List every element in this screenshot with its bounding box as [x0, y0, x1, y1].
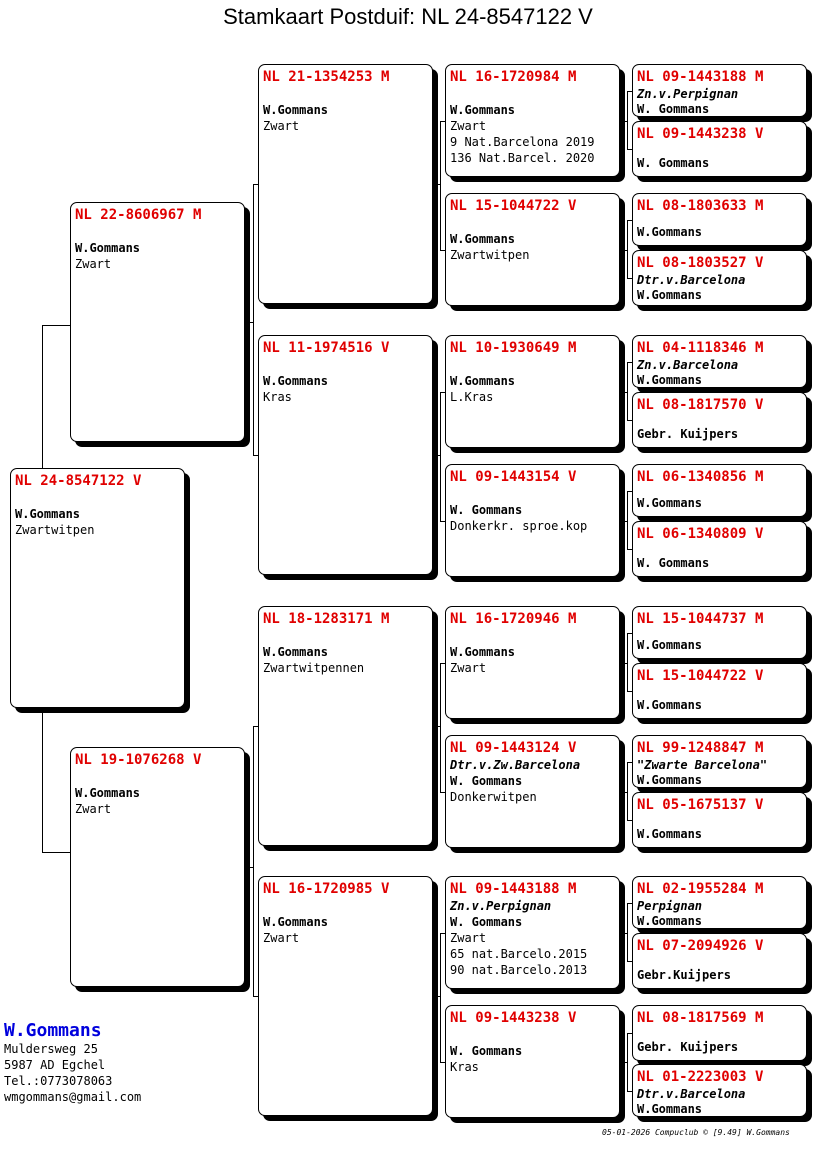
connector-line	[627, 549, 632, 550]
breeder-name: W. Gommans	[450, 1044, 523, 1058]
connector-line	[438, 996, 440, 997]
connector-line	[627, 491, 632, 492]
connector-line	[440, 1062, 445, 1063]
ring-number: NL 11-1974516 V	[263, 340, 390, 356]
breeder-name: W.Gommans	[263, 103, 329, 117]
breeder-name: W.Gommans	[15, 507, 81, 521]
connector-line	[42, 712, 43, 852]
pigeon-card-g1	[258, 64, 433, 304]
ring-number: NL 09-1443238 V	[450, 1010, 577, 1026]
connector-line	[440, 392, 445, 393]
pigeon-detail: Zwart	[263, 931, 300, 945]
pigeon-card-f15	[632, 1005, 807, 1061]
pigeon-card-f5	[632, 335, 807, 388]
ring-number: NL 09-1443188 M	[450, 881, 577, 897]
pigeon-card-gg6	[445, 735, 620, 848]
connector-line	[440, 663, 441, 793]
ring-number: NL 24-8547122 V	[15, 473, 142, 489]
connector-line	[625, 392, 627, 393]
breeder-name: W. Gommans	[450, 915, 523, 929]
pigeon-detail: Donkerwitpen	[450, 790, 537, 804]
pigeon-card-g2	[258, 335, 433, 575]
connector-line	[438, 455, 440, 456]
ring-number: NL 08-1803633 M	[637, 198, 764, 214]
ring-number: NL 04-1118346 M	[637, 340, 764, 356]
pigeon-detail: 9 Nat.Barcelona 2019	[450, 135, 595, 149]
owner-email: wmgommans@gmail.com	[4, 1090, 142, 1104]
breeder-name: Gebr. Kuijpers	[637, 427, 739, 441]
pigeon-detail: Kras	[450, 1060, 479, 1074]
connector-line	[627, 1033, 632, 1034]
ring-number: NL 15-1044722 V	[637, 668, 764, 684]
connector-line	[440, 121, 441, 251]
pigeon-detail: Zwart	[450, 931, 487, 945]
ring-number: NL 08-1817569 M	[637, 1010, 764, 1026]
connector-line	[625, 121, 627, 122]
connector-line	[627, 1091, 632, 1092]
breeder-name: W. Gommans	[637, 556, 710, 570]
pigeon-card-p0	[10, 468, 185, 708]
pigeon-detail: Zwart	[263, 119, 300, 133]
connector-line	[627, 420, 632, 421]
pigeon-card-f9	[632, 606, 807, 659]
connector-line	[440, 250, 445, 251]
pigeon-card-f6	[632, 392, 807, 448]
breeder-name: W. Gommans	[637, 156, 710, 170]
connector-line	[253, 726, 258, 727]
breeder-name: W. Gommans	[450, 503, 523, 517]
connector-line	[440, 392, 441, 522]
ring-number: NL 06-1340856 M	[637, 469, 764, 485]
ring-number: NL 05-1675137 V	[637, 797, 764, 813]
ring-number: NL 16-1720946 M	[450, 611, 577, 627]
pigeon-detail: Kras	[263, 390, 292, 404]
pigeon-detail: Zwartwitpen	[15, 523, 95, 537]
connector-line	[625, 1062, 627, 1063]
pigeon-card-gg1	[445, 64, 620, 177]
pigeon-detail: L.Kras	[450, 390, 494, 404]
pigeon-card-f3	[632, 193, 807, 246]
ring-number: NL 09-1443188 M	[637, 69, 764, 85]
pigeon-card-f12	[632, 792, 807, 848]
ring-number: NL 09-1443124 V	[450, 740, 577, 756]
pigeon-detail: Zwart	[450, 661, 487, 675]
ring-number: NL 22-8606967 M	[75, 207, 202, 223]
ring-number: NL 16-1720984 M	[450, 69, 577, 85]
pigeon-lineage: Zn.v.Barcelona	[637, 358, 739, 372]
connector-line	[627, 220, 628, 279]
breeder-name: W.Gommans	[637, 698, 703, 712]
ring-number: NL 06-1340809 V	[637, 526, 764, 542]
pigeon-card-f2	[632, 121, 807, 177]
connector-line	[253, 455, 258, 456]
breeder-name: W.Gommans	[450, 232, 516, 246]
breeder-name: W.Gommans	[263, 915, 329, 929]
connector-line	[253, 726, 254, 997]
pigeon-card-gg7	[445, 876, 620, 989]
pigeon-card-f1	[632, 64, 807, 117]
ring-number: NL 19-1076268 V	[75, 752, 202, 768]
breeder-name: W. Gommans	[637, 102, 710, 116]
breeder-name: W.Gommans	[450, 103, 516, 117]
ring-number: NL 16-1720985 V	[263, 881, 390, 897]
breeder-name: W.Gommans	[637, 773, 703, 787]
connector-line	[625, 521, 627, 522]
owner-city: 5987 AD Egchel	[4, 1058, 106, 1072]
pigeon-card-g3	[258, 606, 433, 846]
pigeon-lineage: Zn.v.Perpignan	[637, 87, 739, 101]
connector-line	[627, 633, 632, 634]
pigeon-detail: Zwartwitpen	[450, 248, 530, 262]
ring-number: NL 01-2223003 V	[637, 1069, 764, 1085]
connector-line	[627, 149, 632, 150]
pigeon-card-f4	[632, 250, 807, 306]
connector-line	[627, 820, 632, 821]
breeder-name: W.Gommans	[637, 827, 703, 841]
page-title: Stamkaart Postduif: NL 24-8547122 V	[223, 4, 593, 29]
breeder-name: W.Gommans	[450, 374, 516, 388]
connector-line	[625, 933, 627, 934]
ring-number: NL 15-1044722 V	[450, 198, 577, 214]
breeder-name: W.Gommans	[637, 225, 703, 239]
ring-number: NL 09-1443238 V	[637, 126, 764, 142]
connector-line	[625, 250, 627, 251]
connector-line	[627, 762, 632, 763]
connector-line	[440, 792, 445, 793]
breeder-name: W.Gommans	[263, 645, 329, 659]
owner-phone: Tel.:0773078063	[4, 1074, 113, 1088]
connector-line	[627, 220, 632, 221]
connector-line	[438, 726, 440, 727]
pigeon-card-f10	[632, 663, 807, 719]
connector-line	[627, 491, 628, 550]
footer-credit: 05-01-2026 Compuclub © [9.49] W.Gommans	[602, 1128, 790, 1137]
breeder-name: W.Gommans	[75, 786, 141, 800]
connector-line	[42, 852, 70, 853]
pigeon-lineage: "Zwarte Barcelona"	[637, 758, 768, 772]
connector-line	[627, 762, 628, 821]
ring-number: NL 99-1248847 M	[637, 740, 764, 756]
pigeon-card-f11	[632, 735, 807, 788]
breeder-name: W.Gommans	[637, 373, 703, 387]
connector-line	[627, 691, 632, 692]
pigeon-detail: 65 nat.Barcelo.2015	[450, 947, 588, 961]
connector-line	[627, 278, 632, 279]
connector-line	[440, 933, 445, 934]
connector-line	[42, 325, 70, 326]
connector-line	[440, 933, 441, 1063]
pigeon-detail: 136 Nat.Barcel. 2020	[450, 151, 595, 165]
pigeon-card-p2	[70, 747, 245, 987]
breeder-name: W.Gommans	[637, 1102, 703, 1116]
pigeon-detail: Zwart	[75, 257, 112, 271]
connector-line	[627, 903, 628, 962]
pigeon-card-gg4	[445, 464, 620, 577]
connector-line	[627, 362, 632, 363]
ring-number: NL 21-1354253 M	[263, 69, 390, 85]
connector-line	[627, 91, 632, 92]
pigeon-detail: Donkerkr. sproe.kop	[450, 519, 588, 533]
owner-block	[4, 1020, 141, 1105]
pigeon-lineage: Zn.v.Perpignan	[450, 899, 552, 913]
breeder-name: W.Gommans	[450, 645, 516, 659]
pigeon-detail: Zwart	[75, 802, 112, 816]
connector-line	[440, 121, 445, 122]
pigeon-card-gg5	[445, 606, 620, 719]
owner-name: W.Gommans	[4, 1020, 102, 1041]
ring-number: NL 10-1930649 M	[450, 340, 577, 356]
pigeon-card-f7	[632, 464, 807, 517]
breeder-name: W.Gommans	[637, 638, 703, 652]
pigeon-card-f13	[632, 876, 807, 929]
connector-line	[440, 521, 445, 522]
breeder-name: W.Gommans	[75, 241, 141, 255]
connector-line	[627, 903, 632, 904]
ring-number: NL 15-1044737 M	[637, 611, 764, 627]
connector-line	[627, 961, 632, 962]
pigeon-card-f16	[632, 1064, 807, 1117]
pigeon-card-g4	[258, 876, 433, 1116]
connector-line	[438, 184, 440, 185]
owner-street: Muldersweg 25	[4, 1042, 98, 1056]
ring-number: NL 09-1443154 V	[450, 469, 577, 485]
connector-line	[625, 792, 627, 793]
pigeon-detail: Zwart	[450, 119, 487, 133]
connector-line	[627, 362, 628, 421]
pigeon-card-f14	[632, 933, 807, 989]
breeder-name: W.Gommans	[637, 288, 703, 302]
connector-line	[250, 867, 253, 868]
pigeon-detail: 90 nat.Barcelo.2013	[450, 963, 588, 977]
pigeon-lineage: Dtr.v.Barcelona	[637, 273, 746, 287]
ring-number: NL 18-1283171 M	[263, 611, 390, 627]
ring-number: NL 08-1803527 V	[637, 255, 764, 271]
breeder-name: W.Gommans	[263, 374, 329, 388]
connector-line	[440, 663, 445, 664]
pigeon-card-gg8	[445, 1005, 620, 1118]
connector-line	[627, 1033, 628, 1092]
connector-line	[253, 184, 258, 185]
connector-line	[253, 184, 254, 456]
connector-line	[627, 91, 628, 150]
ring-number: NL 02-1955284 M	[637, 881, 764, 897]
breeder-name: W.Gommans	[637, 914, 703, 928]
breeder-name: Gebr. Kuijpers	[637, 1040, 739, 1054]
ring-number: NL 07-2094926 V	[637, 938, 764, 954]
pigeon-card-f8	[632, 521, 807, 577]
pigeon-card-p1	[70, 202, 245, 442]
breeder-name: Gebr.Kuijpers	[637, 968, 731, 982]
pigeon-detail: Zwartwitpennen	[263, 661, 365, 675]
pigeon-lineage: Perpignan	[637, 899, 703, 913]
breeder-name: W. Gommans	[450, 774, 523, 788]
pigeon-lineage: Dtr.v.Barcelona	[637, 1087, 746, 1101]
pigeon-card-gg3	[445, 335, 620, 448]
pigeon-card-gg2	[445, 193, 620, 306]
ring-number: NL 08-1817570 V	[637, 397, 764, 413]
breeder-name: W.Gommans	[637, 496, 703, 510]
connector-line	[42, 325, 43, 468]
connector-line	[627, 633, 628, 692]
pigeon-lineage: Dtr.v.Zw.Barcelona	[450, 758, 581, 772]
connector-line	[250, 322, 253, 323]
connector-line	[625, 663, 627, 664]
connector-line	[253, 996, 258, 997]
